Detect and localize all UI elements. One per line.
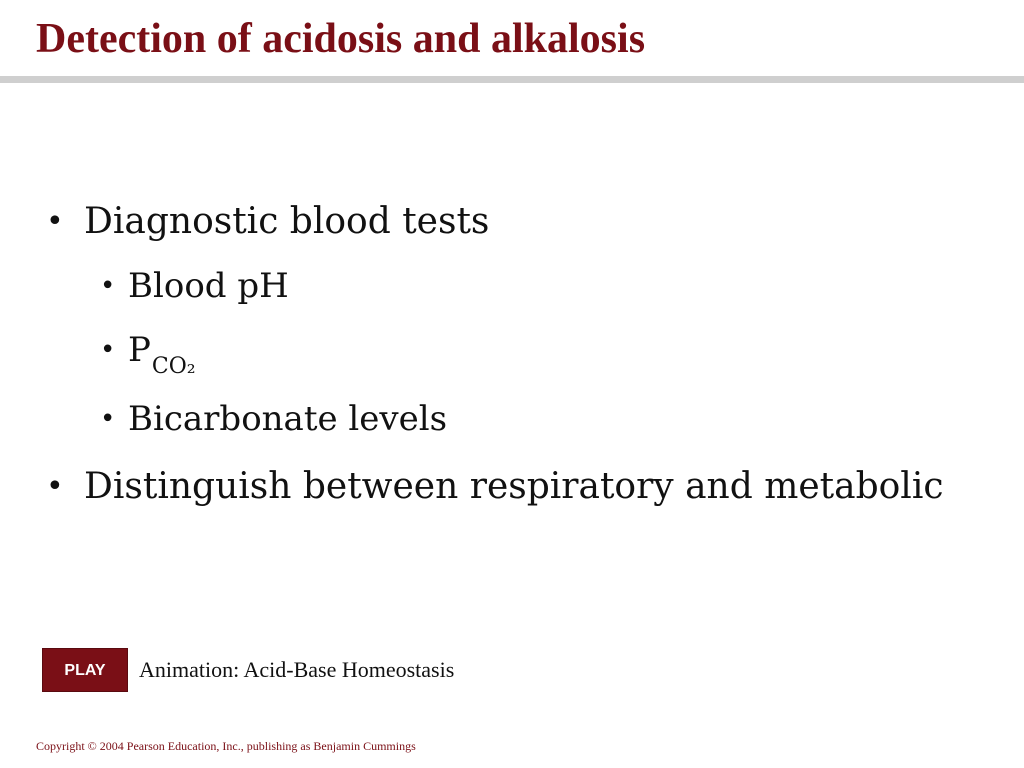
sub-bullet-text: Bicarbonate levels — [128, 399, 448, 439]
title-divider — [0, 76, 1024, 83]
bullet-item — [44, 194, 1004, 250]
bullet-marker: • — [46, 204, 64, 239]
bullet-text: Diagnostic blood tests — [84, 201, 490, 242]
bullet-item — [44, 459, 1004, 515]
bullet-marker: • — [100, 404, 116, 434]
sub-bullet-item — [44, 318, 1004, 387]
slide-title: Detection of acidosis and alkalosis — [36, 16, 646, 62]
copyright-footer: Copyright © 2004 Pearson Education, Inc., publishing as Benjamin Cummings — [36, 739, 416, 753]
sub-bullet-item — [44, 254, 1004, 318]
bullet-marker: • — [46, 469, 64, 504]
bullet-marker: • — [100, 271, 116, 301]
sub-bullet-item — [44, 387, 1004, 451]
subscript-text: CO₂ — [151, 354, 196, 379]
bullet-list — [44, 194, 1004, 515]
sub-bullet-text: Blood pH — [128, 266, 289, 306]
bullet-marker: • — [100, 335, 116, 365]
animation-label: Animation: Acid-Base Homeostasis — [139, 657, 455, 682]
sub-bullet-text: P — [128, 330, 151, 370]
bullet-text: Distinguish between respiratory and metabolic — [84, 466, 944, 507]
play-button[interactable]: PLAY — [42, 648, 128, 692]
